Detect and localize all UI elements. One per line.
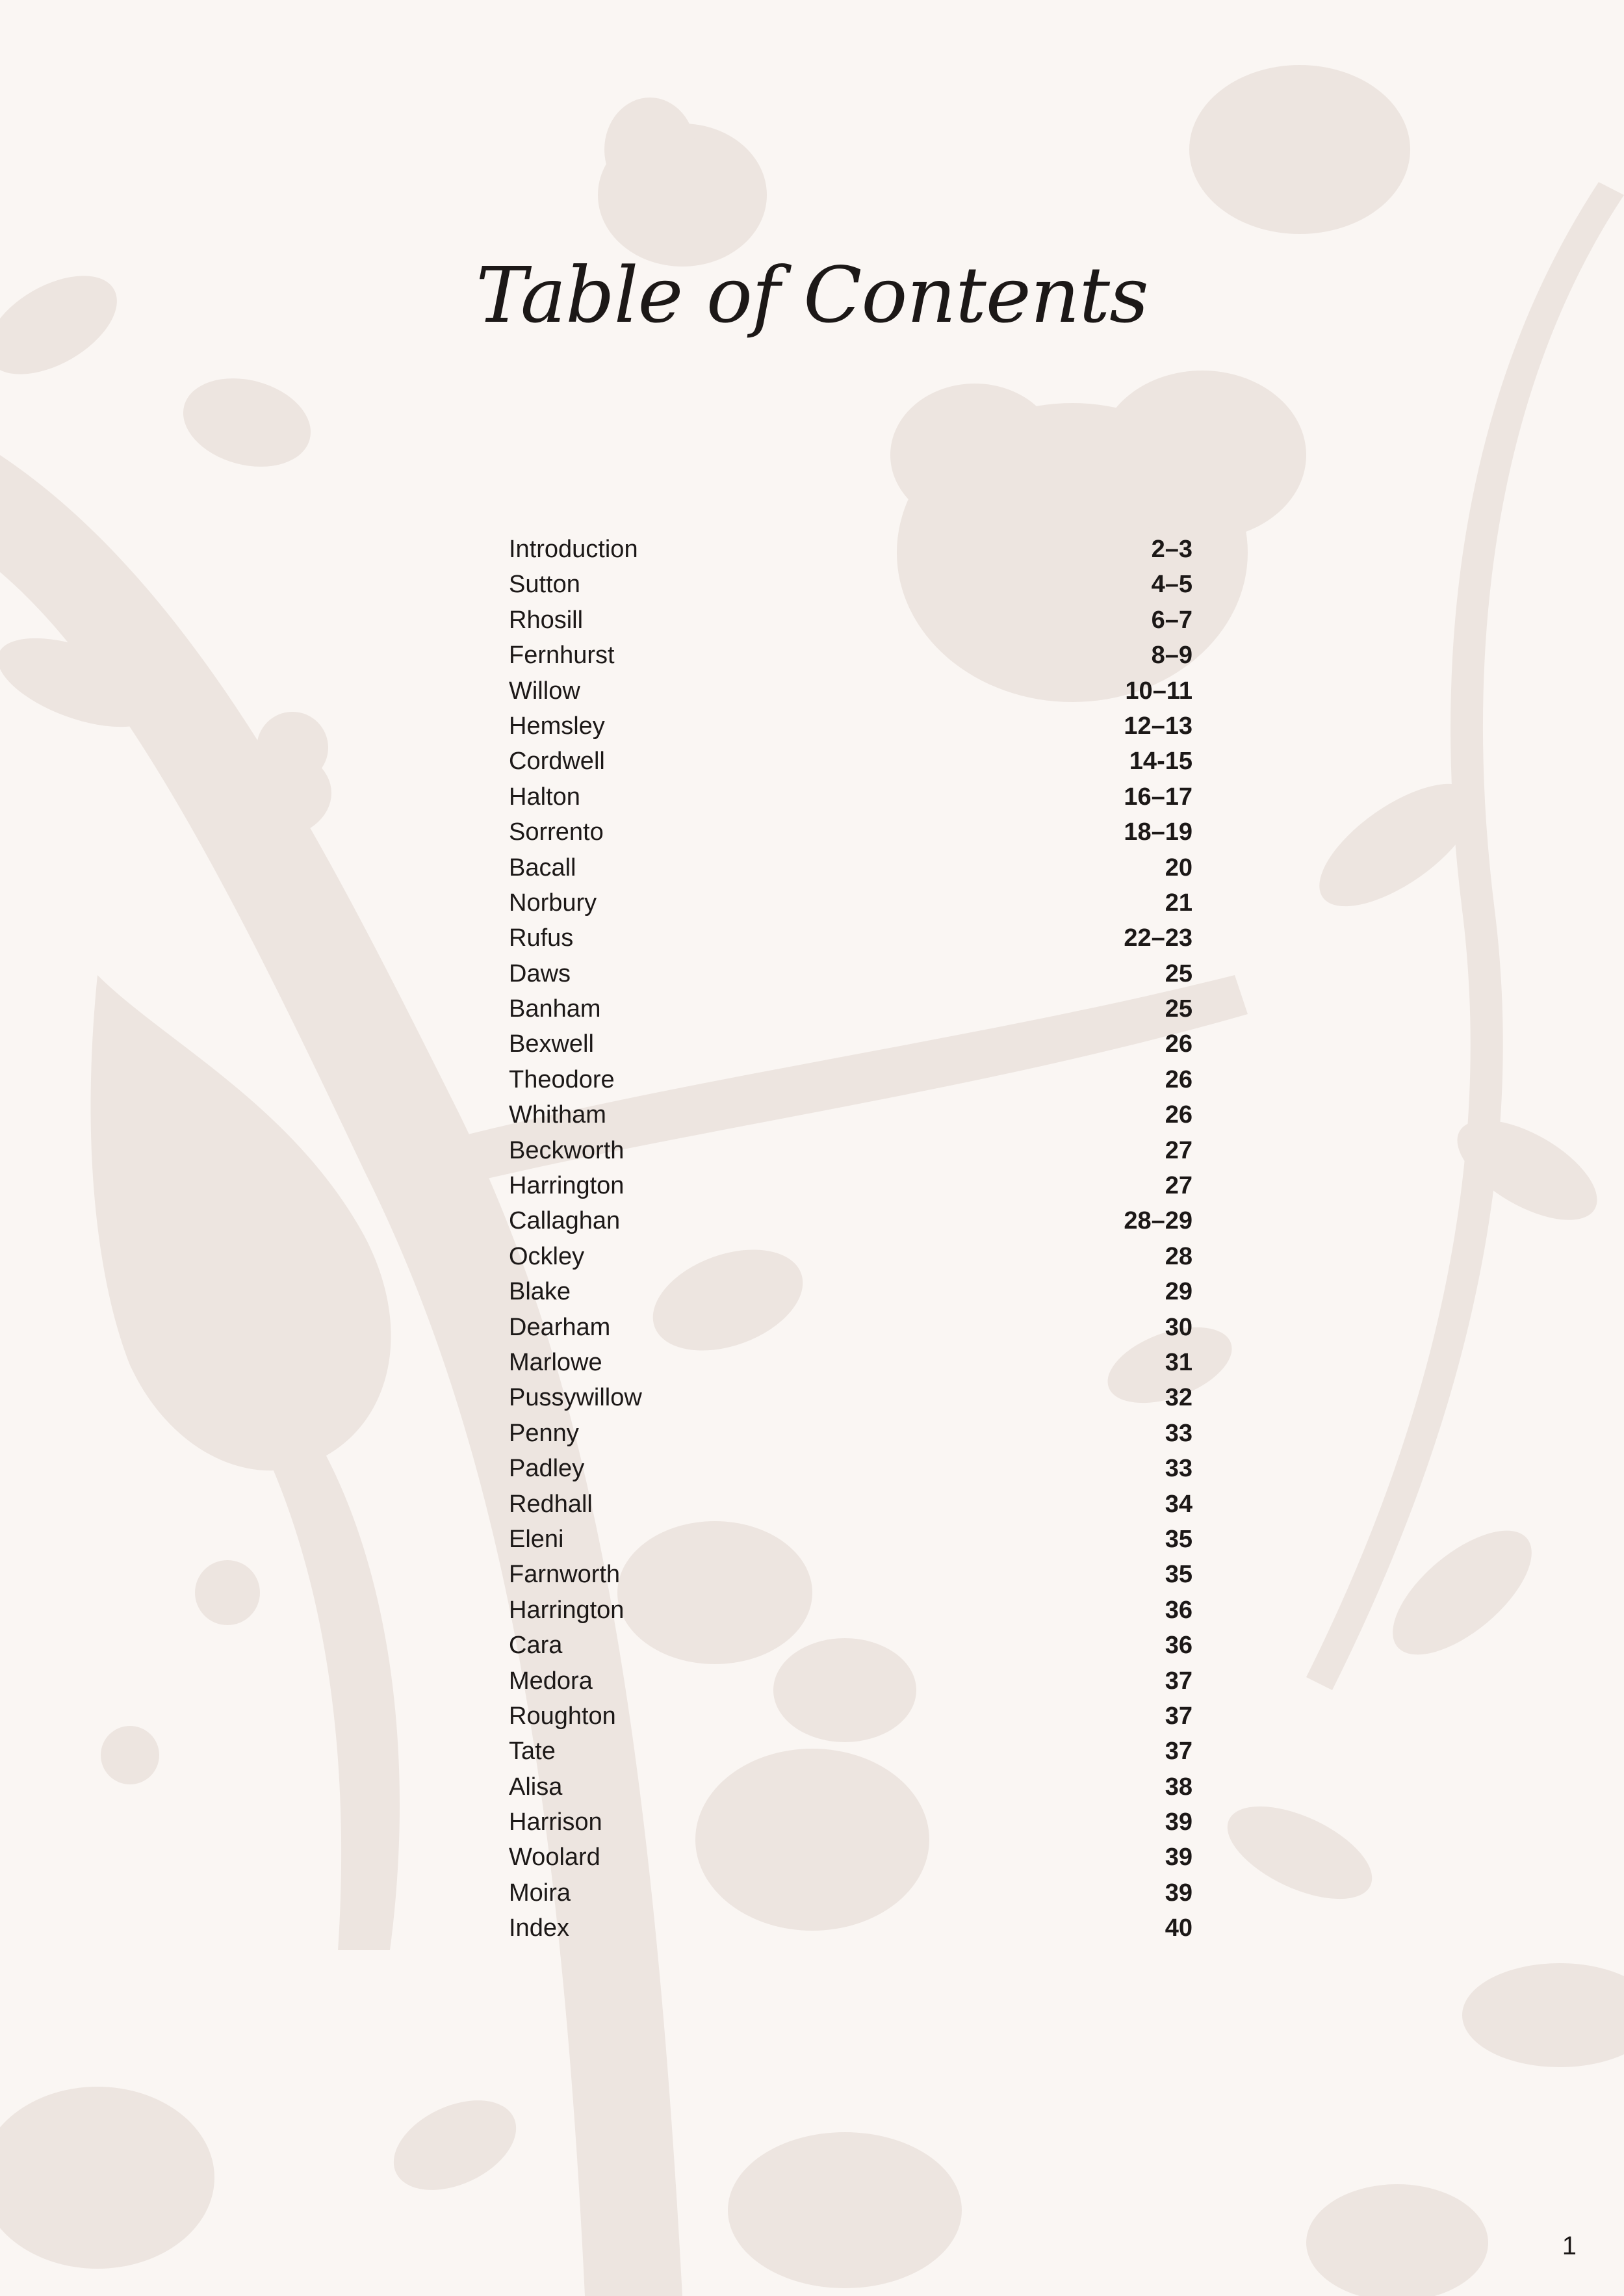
toc-entry-name: Moira xyxy=(509,1879,571,1907)
toc-entry xyxy=(509,885,1192,920)
toc-entry-pages: 8–9 xyxy=(1151,642,1192,670)
toc-entry xyxy=(509,1769,1192,1805)
toc-entry xyxy=(509,1875,1192,1911)
toc-entry-pages: 25 xyxy=(1165,959,1192,987)
toc-entry-name: Padley xyxy=(509,1455,585,1483)
toc-entry-name: Cara xyxy=(509,1632,563,1660)
toc-entry xyxy=(509,1416,1192,1451)
toc-entry-name: Ockley xyxy=(509,1242,585,1270)
toc-entry xyxy=(509,532,1192,567)
toc-entry-pages: 33 xyxy=(1165,1419,1192,1447)
toc-entry xyxy=(509,815,1192,850)
toc-entry-name: Alisa xyxy=(509,1773,563,1801)
toc-entry-name: Index xyxy=(509,1914,569,1942)
toc-entry-pages: 6–7 xyxy=(1151,606,1192,634)
toc-entry xyxy=(509,567,1192,602)
toc-entry-name: Fernhurst xyxy=(509,642,615,670)
toc-entry-pages: 22–23 xyxy=(1124,924,1192,952)
toc-entry-name: Bacall xyxy=(509,854,576,881)
toc-entry-pages: 27 xyxy=(1165,1136,1192,1164)
toc-entry xyxy=(509,779,1192,815)
toc-entry-name: Rufus xyxy=(509,924,574,952)
toc-entry-pages: 35 xyxy=(1165,1561,1192,1589)
toc-entry xyxy=(509,1026,1192,1062)
toc-entry-name: Whitham xyxy=(509,1101,606,1129)
toc-entry-name: Tate xyxy=(509,1738,556,1766)
toc-entry-name: Willow xyxy=(509,677,580,705)
toc-entry-pages: 28 xyxy=(1165,1242,1192,1270)
toc-entry xyxy=(509,1310,1192,1345)
toc-entry xyxy=(509,1663,1192,1699)
toc-entry xyxy=(509,673,1192,709)
toc-entry-pages: 31 xyxy=(1165,1348,1192,1376)
toc-entry-name: Roughton xyxy=(509,1702,616,1730)
toc-entry xyxy=(509,1628,1192,1663)
toc-entry xyxy=(509,1557,1192,1592)
toc-entry-pages: 37 xyxy=(1165,1738,1192,1766)
toc-entry xyxy=(509,1062,1192,1097)
toc-entry xyxy=(509,1133,1192,1168)
toc-entry xyxy=(509,1840,1192,1875)
page-number: 1 xyxy=(1562,2232,1577,2260)
toc-entry xyxy=(509,1380,1192,1415)
toc-entry-name: Introduction xyxy=(509,536,638,563)
page-title: Table of Contents xyxy=(476,250,1148,340)
toc-entry xyxy=(509,850,1192,885)
toc-entry-pages: 27 xyxy=(1165,1172,1192,1200)
toc-entry xyxy=(509,1593,1192,1628)
toc-entry xyxy=(509,1487,1192,1522)
toc-entry-name: Farnworth xyxy=(509,1561,621,1589)
toc-entry-pages: 10–11 xyxy=(1125,677,1192,705)
toc-entry-name: Sutton xyxy=(509,571,580,599)
toc-entry-pages: 36 xyxy=(1165,1596,1192,1624)
toc-entry-pages: 39 xyxy=(1165,1879,1192,1907)
toc-entry-name: Dearham xyxy=(509,1313,611,1341)
toc-entry-name: Pussywillow xyxy=(509,1384,642,1412)
toc-entry-pages: 12–13 xyxy=(1124,712,1192,740)
toc-entry-pages: 4–5 xyxy=(1151,571,1192,599)
toc-entry-pages: 25 xyxy=(1165,995,1192,1023)
toc-entry-pages: 26 xyxy=(1165,1030,1192,1058)
toc-entry-pages: 37 xyxy=(1165,1702,1192,1730)
toc-entry-pages: 14-15 xyxy=(1129,748,1192,776)
toc-entry-name: Eleni xyxy=(509,1525,564,1553)
toc-entry-pages: 21 xyxy=(1165,889,1192,917)
toc-entry-pages: 26 xyxy=(1165,1101,1192,1129)
toc-entry-name: Harrington xyxy=(509,1172,625,1200)
toc-entry-pages: 29 xyxy=(1165,1278,1192,1306)
toc-entry-pages: 26 xyxy=(1165,1065,1192,1093)
toc-entry xyxy=(509,603,1192,638)
toc-entry xyxy=(509,991,1192,1026)
toc-entry xyxy=(509,1239,1192,1274)
toc-entry-pages: 20 xyxy=(1165,854,1192,881)
toc-entry xyxy=(509,1805,1192,1840)
toc-entry xyxy=(509,1522,1192,1557)
toc-entry-name: Harrington xyxy=(509,1596,625,1624)
toc-entry xyxy=(509,1699,1192,1734)
toc-entry-pages: 2–3 xyxy=(1151,536,1192,563)
toc-entry-pages: 40 xyxy=(1165,1914,1192,1942)
table-of-contents xyxy=(509,532,1192,1946)
toc-entry-pages: 30 xyxy=(1165,1313,1192,1341)
toc-entry-pages: 39 xyxy=(1165,1844,1192,1872)
toc-entry-pages: 32 xyxy=(1165,1384,1192,1412)
toc-entry xyxy=(509,920,1192,956)
toc-entry-name: Cordwell xyxy=(509,748,605,776)
toc-entry xyxy=(509,956,1192,991)
toc-entry-name: Hemsley xyxy=(509,712,605,740)
toc-entry xyxy=(509,1168,1192,1203)
toc-entry-pages: 39 xyxy=(1165,1808,1192,1836)
toc-entry-name: Banham xyxy=(509,995,601,1023)
toc-entry-pages: 16–17 xyxy=(1124,783,1192,811)
toc-entry-pages: 18–19 xyxy=(1124,818,1192,846)
toc-entry-name: Harrison xyxy=(509,1808,602,1836)
toc-entry-pages: 28–29 xyxy=(1124,1207,1192,1235)
toc-entry xyxy=(509,1345,1192,1380)
toc-entry-name: Theodore xyxy=(509,1065,615,1093)
toc-entry xyxy=(509,709,1192,744)
toc-entry xyxy=(509,638,1192,673)
toc-entry-name: Daws xyxy=(509,959,571,987)
toc-entry-name: Blake xyxy=(509,1278,571,1306)
toc-entry-name: Medora xyxy=(509,1667,593,1695)
toc-entry-pages: 35 xyxy=(1165,1525,1192,1553)
toc-entry-pages: 38 xyxy=(1165,1773,1192,1801)
toc-entry-pages: 33 xyxy=(1165,1455,1192,1483)
toc-entry-name: Beckworth xyxy=(509,1136,625,1164)
toc-entry-name: Norbury xyxy=(509,889,597,917)
toc-entry xyxy=(509,1274,1192,1309)
toc-entry xyxy=(509,1734,1192,1769)
toc-entry xyxy=(509,744,1192,779)
toc-entry-name: Rhosill xyxy=(509,606,584,634)
toc-entry-pages: 36 xyxy=(1165,1632,1192,1660)
toc-entry-name: Halton xyxy=(509,783,580,811)
toc-entry xyxy=(509,1203,1192,1238)
toc-entry-name: Penny xyxy=(509,1419,579,1447)
toc-entry xyxy=(509,1097,1192,1132)
toc-entry-name: Sorrento xyxy=(509,818,604,846)
toc-entry-name: Woolard xyxy=(509,1844,600,1872)
toc-entry xyxy=(509,1451,1192,1486)
toc-entry-pages: 34 xyxy=(1165,1490,1192,1518)
toc-entry-pages: 37 xyxy=(1165,1667,1192,1695)
toc-entry-name: Marlowe xyxy=(509,1348,602,1376)
toc-entry-name: Callaghan xyxy=(509,1207,621,1235)
toc-entry-name: Bexwell xyxy=(509,1030,594,1058)
toc-entry-name: Redhall xyxy=(509,1490,593,1518)
toc-entry xyxy=(509,1911,1192,1946)
